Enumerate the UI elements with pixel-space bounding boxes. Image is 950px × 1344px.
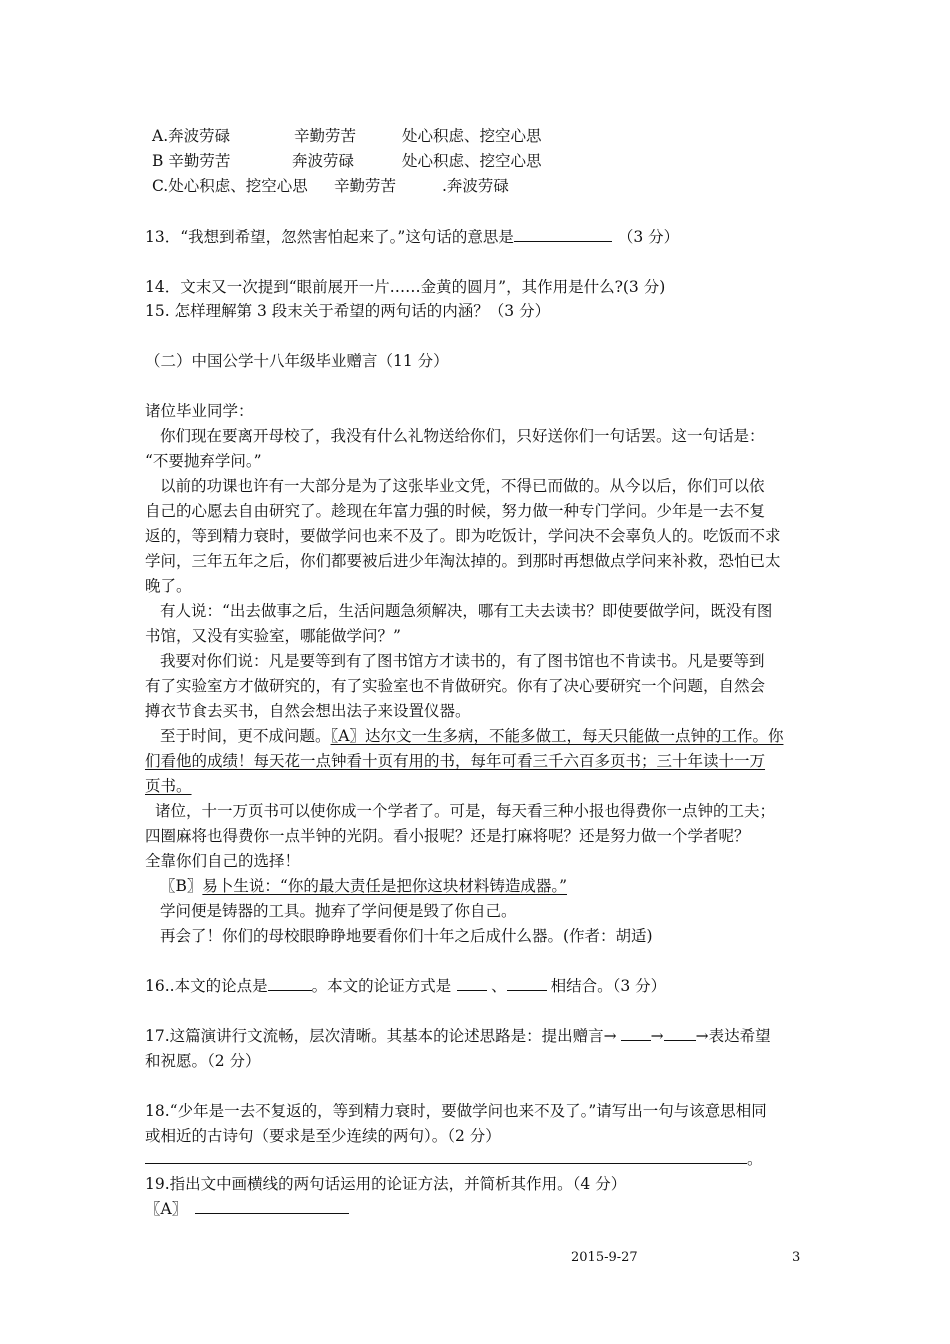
passage-line: 以前的功课也许有一大部分是为了这张毕业文凭，不得已而做的。从今以后，你们可以依 (160, 477, 765, 495)
passage-line: 你们现在要离开母校了，我没有什么礼物送给你们，只好送你们一句话罢。这一句话是： (160, 427, 765, 445)
option-b: B 辛勤劳苦 奔波劳碌 处心积虑、挖空心思 (152, 152, 542, 170)
underlined-sentence-a: 们看他的成绩！每天花一点钟看十页有用的书，每年可看三千六百多页书；三十年读十一万 (145, 752, 766, 770)
underlined-sentence-b: 易卜生说：“你的最大责任是把你这块材料铸造成器。” (202, 877, 567, 895)
passage-line: 再会了！你们的母校眼睁睁地要看你们十年之后成什么器。(作者：胡适) (160, 927, 653, 945)
answer-a-line: 〖A〗 (145, 1198, 349, 1220)
underlined-sentence-a: 页书。 (145, 777, 192, 795)
underlined-sentence-a: 〖A〗达尔文一生多病，不能多做工，每天只能做一点钟的工作。你 (330, 727, 784, 745)
passage-line: 四圈麻将也得费你一点半钟的光阴。看小报呢？还是打麻将呢？还是努力做一个学者呢？ (145, 827, 750, 845)
passage-line: 学问便是铸器的工具。抛弃了学问便是毁了你自己。 (160, 902, 517, 920)
answer-line: 。 (145, 1148, 763, 1170)
passage-line: 返的，等到精力衰时，要做学问也来不及了。即为吃饭计，学问决不会辜负人的。吃饭而不求 (145, 527, 781, 545)
question-17: 17.这篇演讲行文流畅，层次清晰。其基本的论述思路是：提出赠言→ → →表达希望 (145, 1027, 771, 1045)
passage-line: 我要对你们说：凡是要等到有了图书馆方才读书的，有了图书馆也不肯读书。凡是要等到 (160, 652, 765, 670)
passage-line: 学问，三年五年之后，你们都要被后进少年淘汰掉的。到那时再想做点学问来补救，恐怕已太 (145, 552, 781, 570)
question-16: 16..本文的论点是 。本文的论证方式是 、 相结合。（3 分） (145, 977, 667, 995)
answer-blank[interactable] (457, 976, 487, 991)
answer-blank[interactable] (145, 1149, 747, 1164)
passage-line: 诸位，十一万页书可以使你成一个学者了。可是，每天看三种小报也得费你一点钟的工夫； (155, 802, 776, 820)
passage-line: 有了实验室方才做研究的，有了实验室也不肯做研究。你有了决心要研究一个问题，自然会 (145, 677, 766, 695)
question-19: 19.指出文中画横线的两句话运用的论证方法，并简析其作用。（4 分） (145, 1175, 627, 1193)
passage-line: 全靠你们自己的选择！ (145, 852, 301, 870)
question-15: 15. 怎样理解第 3 段末关于希望的两句话的内涵？（3 分） (145, 302, 551, 320)
page-number: 3 (792, 1250, 801, 1265)
answer-blank[interactable] (621, 1026, 651, 1041)
passage-line: “不要抛弃学问。” (145, 452, 262, 470)
question-18-cont: 或相近的古诗句（要求是至少连续的两句）。（2 分） (145, 1127, 501, 1145)
question-14: 14．文末又一次提到“眼前展开一片……金黄的圆月”，其作用是什么?(3 分) (145, 278, 666, 296)
question-17-cont: 和祝愿。（2 分） (145, 1052, 261, 1070)
option-c: C.处心积虑、挖空心思 辛勤劳苦 .奔波劳碌 (152, 177, 509, 195)
passage-line: 有人说：“出去做事之后，生活问题急须解决，哪有工夫去读书？即使要做学问，既没有图 (160, 602, 773, 620)
answer-blank[interactable] (514, 227, 612, 242)
answer-blank[interactable] (268, 976, 312, 991)
footer-date: 2015-9-27 (571, 1250, 638, 1265)
section-title: （二）中国公学十八年级毕业赠言（11 分） (145, 352, 449, 370)
passage-line: 至于时间，更不成问题。〖A〗达尔文一生多病，不能多做工，每天只能做一点钟的工作。你 (160, 727, 784, 745)
passage-greeting: 诸位毕业同学： (145, 402, 254, 420)
question-13: 13．“我想到希望，忽然害怕起来了。”这句话的意思是 （3 分） (145, 228, 680, 246)
answer-blank[interactable] (664, 1026, 696, 1041)
passage-line: 自己的心愿去自由研究了。趁现在年富力强的时候，努力做一种专门学问。少年是一去不复 (145, 502, 766, 520)
answer-blank[interactable] (507, 976, 547, 991)
passage-line: 撙衣节食去买书，自然会想出法子来设置仪器。 (145, 702, 471, 720)
passage-line: 晚了。 (145, 577, 192, 595)
passage-line: 书馆，又没有实验室，哪能做学问？” (145, 627, 401, 645)
question-18: 18.“少年是一去不复返的，等到精力衰时，要做学问也来不及了。”请写出一句与该意思相同 (145, 1102, 767, 1120)
answer-blank[interactable] (195, 1199, 349, 1214)
passage-line: 〖B〗易卜生说：“你的最大责任是把你这块材料铸造成器。” (160, 877, 567, 895)
option-a: A.奔波劳碌 辛勤劳苦 处心积虑、挖空心思 (152, 127, 542, 145)
